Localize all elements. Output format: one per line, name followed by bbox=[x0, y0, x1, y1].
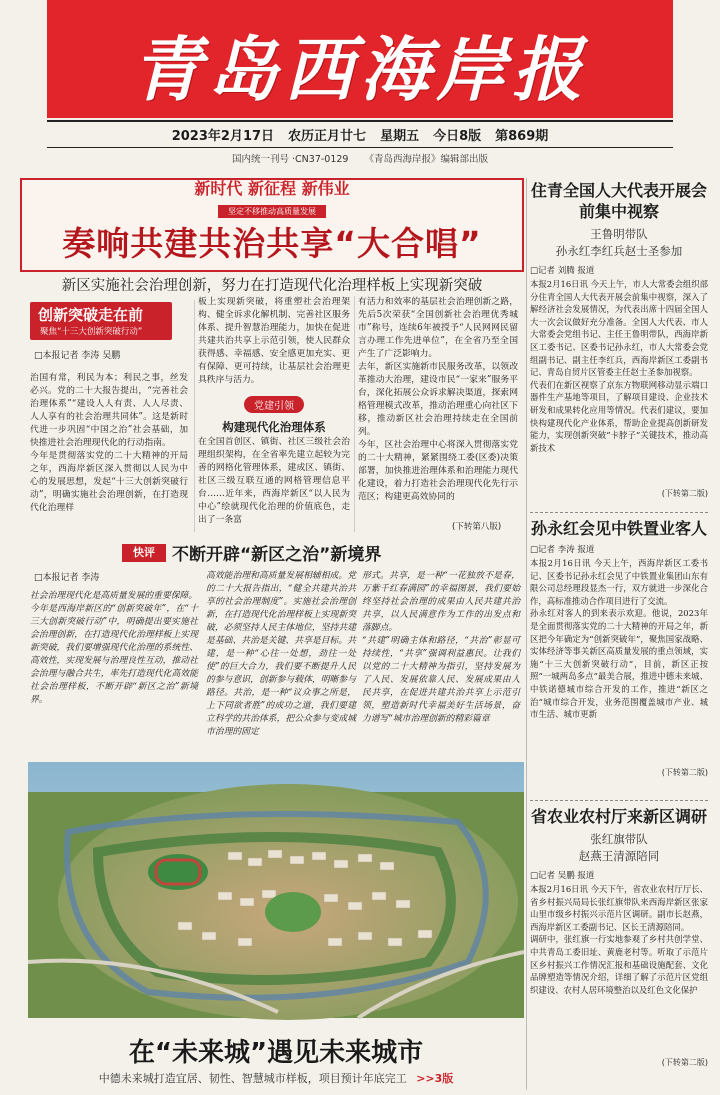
weekday: 星期五 bbox=[380, 129, 420, 144]
photo-story-headline[interactable]: 在“未来城”遇见未来城市 bbox=[128, 1038, 424, 1068]
lead-column-2b: 在全国首创区、镇街、社区三级社会治理组织架构，在全省率先建立起较为完善的网格化管理体系，建成区、镇街、社区三级互联互通的网格管理信息平台……近年来，西海岸新区“以人民为中心”绘就现代化治理的价值底色，走出了一条富 bbox=[198, 437, 350, 525]
story1-accompany: 孙永红李红兵赵士圣参加 bbox=[555, 244, 683, 258]
commentary-title[interactable]: 不断开辟“新区之治”新境界 bbox=[172, 545, 382, 565]
story2-text: 本报2月16日讯 今天上午，西海岸新区工委书记、区委书记孙永红会见了中铁置业集团山东有限公司总经理段显杰一行，双方就进一步深化合作，高标准推动合作项目进行了交流。 孙永红对客人的到来表示欢迎。他说，2023年是全面贯彻落实党的二十大精神的开局之年，新区把今年确定为“创新突破年”，聚焦国家战略、实体经济等事关新区高质量发展的重点领域，实施“十三大创新突破行动”，目前，新区正按照“一城两岛多点”最美合展，推进中德未来城、中铁诺德城市综合开发的工作，推进“新区之治”城市综合开发，业务范围覆盖城市产业、城市生活、城市更新 bbox=[530, 558, 708, 720]
publication-info bbox=[47, 150, 673, 166]
commentary-tag: 快评 bbox=[122, 544, 166, 562]
badge-main: 创新突破走在前 bbox=[38, 306, 144, 324]
story1-headline[interactable]: 住青全国人大代表开展会前集中视察 bbox=[530, 181, 707, 221]
aerial-render-image bbox=[28, 762, 524, 1018]
lead-headline-box bbox=[20, 178, 524, 272]
story2-byline: □记者 李涛 报道 bbox=[530, 545, 595, 555]
lunar-date: 农历正月廿七 bbox=[288, 129, 367, 144]
story-agri-dept bbox=[530, 806, 708, 1068]
masthead bbox=[47, 0, 673, 118]
story1-byline: □记者 刘腾 报道 bbox=[530, 266, 595, 276]
kicker bbox=[122, 176, 422, 216]
kicker-main: 新时代 新征程 新伟业 bbox=[194, 179, 350, 198]
publisher: 《青岛西海岸报》编辑部出版 bbox=[364, 154, 488, 165]
innovation-badge bbox=[30, 302, 172, 340]
story3-text: 本报2月16日讯 今天下午，省农业农村厅厅长、省乡村振兴局局长张红旗带队来西海岸新区张家山里市级乡村振兴示范片区调研。副市长赵燕，西海岸新区工委副书记、区长王清源陪同。 调研中，张红旗一行实地参观了乡村共创学堂、中共青岛工委旧址、黄鹿老村等。听取了示范片区乡村振兴工作情况汇报和基础设施配套、文化品牌塑造等情况介绍，详细了解了示范片区党组织建设、农村人居环境整治以及红色文化保护 bbox=[530, 884, 708, 995]
photo-story-sub: 中德未来城打造宜居、韧性、智慧城市样板，项目预计年底完工 bbox=[98, 1072, 407, 1085]
kicker-sub: 坚定不移推动高质量发展 bbox=[218, 205, 326, 218]
future-city-aerial-photo[interactable] bbox=[28, 762, 524, 1018]
lead-continued[interactable]: (下转第八版) bbox=[452, 522, 502, 532]
rule-2 bbox=[530, 800, 708, 801]
story1-continued[interactable]: (下转第二版) bbox=[661, 489, 708, 498]
commentary-byline: □本报记者 李涛 bbox=[34, 573, 100, 583]
story2-continued[interactable]: (下转第二版) bbox=[661, 768, 708, 777]
photo-story-subhead bbox=[28, 1070, 524, 1086]
lead-headline[interactable]: 奏响共建共治共享“大合唱” bbox=[62, 224, 482, 263]
commentary-column-2: 高效能治理和高质量发展相辅相成。党的二十大报告指出，“健全共建共治共享的社会治理制度”。实施社会治理创新，在打造现代化治理样板上实现新突破，必须坚持人民主体地位，坚持共建是基础、共治是关键、共享是目标。共建，是一种“心往一处想，劲往一处使”的巨大合力，我们要不断提升人民的参与意识，创新参与载体，明晰参与路径。共治，是一种“议众事之所是，上下同欲者胜”的成功之道，我们要建立科学的共治体系，把公众参与变成城市治理的固定 bbox=[206, 571, 356, 737]
story3-byline: □记者 吴鹏 报道 bbox=[530, 871, 595, 881]
page-count: 今日8版 bbox=[433, 129, 482, 144]
lead-subhead: 新区实施社会治理创新，努力在打造现代化治理样板上实现新突破 bbox=[61, 278, 483, 294]
story-npc-inspection bbox=[530, 180, 708, 499]
lead-column-3: 有活力和效率的基层社会治理创新之路，先后5次荣获“全国创新社会治理优秀城市”称号，连续6年被授予“人民网网民留言办理工作先进单位”，在全省乃至全国产生了广泛影响力。 去年，新区实施新市民服务改革，以领改革推动大治理，建设市民“一家来”服务平台，深化拓展公众诉求解决渠道，探索网格管理模式改革，推动治理重心向社区下移，推动新区社会治理持续走在全国前列。 今年，区社会治理中心将深入贯彻落实党的二十大精神，紧紧围绕工委(区委)决策部署，加快推进治理体系和治理能力现代化建设，着力打造社会治理现代化先行示范区；构建更高效协同的 bbox=[358, 297, 518, 502]
page-ref-link[interactable]: >>3版 bbox=[416, 1072, 454, 1085]
section-heading bbox=[198, 394, 350, 435]
story3-continued[interactable]: (下转第二版) bbox=[661, 1058, 708, 1067]
story3-accompany: 赵燕王清源陪同 bbox=[578, 849, 660, 863]
rule-1 bbox=[530, 512, 708, 513]
badge-sub: 聚焦“十三大创新突破行动” bbox=[40, 327, 143, 337]
column-divider bbox=[526, 178, 527, 1090]
issue-date: 2023年2月17日 bbox=[171, 129, 275, 144]
publication-code: 国内统一刊号 ·CN37-0129 bbox=[232, 154, 349, 165]
newspaper-title: 青岛西海岸报 bbox=[132, 28, 588, 111]
story1-leaders: 王鲁明带队 bbox=[590, 227, 648, 241]
lead-column-2: 板上实现新突破，将重塑社会治理架构、健全诉求化解机制、完善社区服务体系、提升智慧治理能力，加快在促进共建共治共享上示范引领，使人民群众获得感、幸福感、安全感更加充实、更有保障、更可持续，让基层社会治理更具秩序与活力。 bbox=[198, 297, 350, 385]
lead-byline: □本报记者 李涛 吴鹏 bbox=[34, 351, 121, 361]
issue-number: 第869期 bbox=[495, 129, 549, 144]
commentary-column-1: 社会治理现代化是高质量发展的重要保障。 今年是西海岸新区的“创新突破年”，在“十三大创新突破行动”中，明确提出要实施社会治理创新，在打造现代化治理样板上实现新突破，我们要增强现代化治理的系统性、高效性，实现发展与治理良性互动，推动社会治理与融合共生，率先打造现代化高效能社会治理样板，不断开辟“新区之治”新境界。 bbox=[30, 591, 198, 705]
section-pill: 党建引领 bbox=[244, 396, 304, 413]
story1-text: 本报2月16日讯 今天上午，市人大常委会组织部分住青全国人大代表开展会前集中视察，深入了解经济社会发展情况，为代表出席十四届全国人大一次会议做好充分准备。全国人大代表、市人大常委会党组书记、主任王鲁明带队，西海岸新区工委书记、区委书记孙永红，市人大常委会党组副书记、副主任李红兵，西海岸新区工委副书记、青岛自贸片区管委主任赵士圣参加视察。 代表们在新区视察了京东方物联网移动显示端口器件生产基地等项目，了解项目建设、企业技术研发和成果转化应用等情况。代表们建议，要加快构建现代化产业体系，帮助企业提高创新研发能力，实现创新突破“卡脖子”关键技术，推动高新技术 bbox=[530, 279, 708, 453]
story2-headline[interactable]: 孙永红会见中铁置业客人 bbox=[530, 519, 707, 538]
commentary-column-3: 形式。共享，是一种“一花独放不是春，万紫千红春满园”的幸福图景，我们要始终坚持社会治理的成果由人民共建共治共享，以人民满意作为工作的出发点和落脚点。 “共建”明确主体和路径，“共治”彰显可持续性，“共享”强调利益惠民。让我们以党的二十大精神为指引，坚持发展为了人民、发展依靠人民、发展成果由人民共享，在促进共建共治共享上示范引领，塑造新时代幸福美好生活场景，奋力谱写“城市治理创新的精彩篇章 bbox=[362, 571, 520, 724]
story3-headline[interactable]: 省农业农村厅来新区调研 bbox=[530, 807, 707, 826]
story3-leaders: 张红旗带队 bbox=[590, 832, 648, 846]
story-sun-meets-crcc bbox=[530, 518, 708, 778]
dateline bbox=[47, 120, 673, 148]
lead-column-1: 治国有常，利民为本；利民之事，丝发必兴。党的二十大报告提出，“完善社会治理体系”“建设人人有责、人人尽责、人人享有的社会治理共同体”。这是新时代进一步巩固“中国之治”社会基础，加快推进社会治理现代化的行动指南。 今年是贯彻落实党的二十大精神的开局之年，西海岸新区深入贯彻以人民为中心的发展思想，发起“十三大创新突破行动”，明确实施社会治理创新，在打造现代化治理样 bbox=[30, 373, 188, 513]
section-title: 构建现代化治理体系 bbox=[222, 420, 326, 434]
